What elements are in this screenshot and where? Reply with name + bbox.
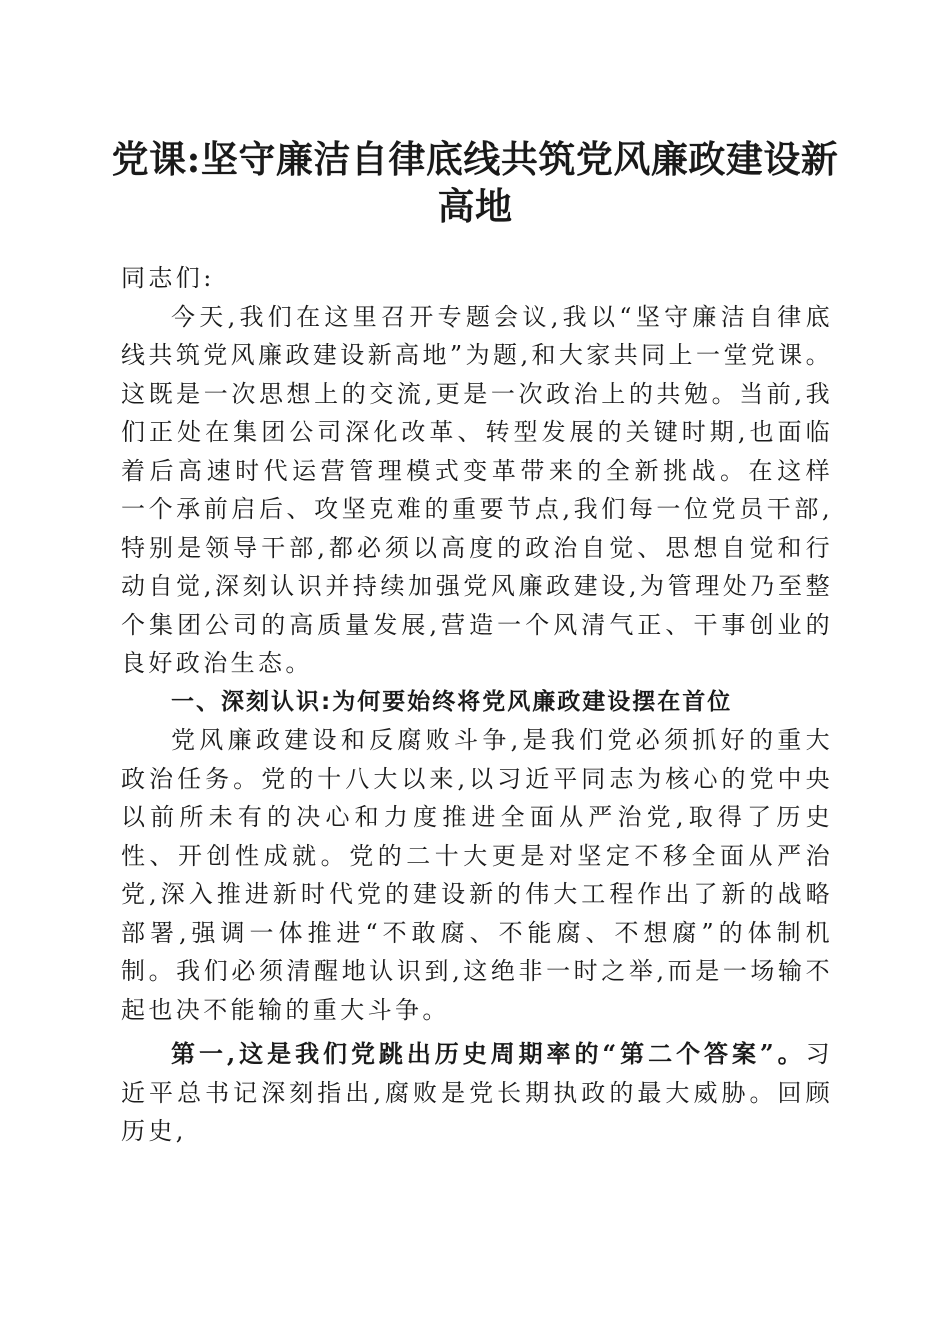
point-1-lead: 第一,这是我们党跳出历史周期率的“第二个答案”。 [171, 1039, 806, 1068]
title-line-1: 党课:坚守廉洁自律底线共筑党风廉政建设新 [111, 137, 839, 181]
document-title [100, 136, 850, 230]
section-heading-1: 一、深刻认识:为何要始终将党风廉政建设摆在首位 [171, 688, 733, 715]
paragraph-point-1 [121, 1035, 833, 1151]
salutation: 同志们: [121, 264, 215, 292]
point-1-text: 习近平总书记深刻指出,腐败是党长期执政的最大威胁。回顾历史, [121, 1040, 833, 1145]
paragraph-intro: 今天,我们在这里召开专题会议,我以“坚守廉洁自律底线共筑党风廉政建设新高地”为题,和大家共同上一堂党课。这既是一次思想上的交流,更是一次政治上的共勉。当前,我们正处在集团公司深化改革、转型发展的关键时期,也面临着后高速时代运营管理模式变革带来的全新挑战。在这样一个承前启后、攻坚克难的重要节点,我们每一位党员干部,特别是领导干部,都必须以高度的政治自觉、思想自觉和行动自觉,深刻认识并持续加强党风廉政建设,为管理处乃至整个集团公司的高质量发展,营造一个风清气正、干事创业的良好政治生态。 [121, 302, 833, 677]
title-line-2: 高地 [437, 184, 513, 228]
document-body [121, 253, 833, 1151]
paragraph-section-1: 党风廉政建设和反腐败斗争,是我们党必须抓好的重大政治任务。党的十八大以来,以习近平同志为核心的党中央以前所未有的决心和力度推进全面从严治党,取得了历史性、开创性成就。党的二十大更是对坚定不移全面从严治党,深入推进新时代党的建设新的伟大工程作出了新的战略部署,强调一体推进“不敢腐、不能腐、不想腐”的体制机制。我们必须清醒地认识到,这绝非一时之举,而是一场输不起也决不能输的重大斗争。 [121, 726, 833, 1024]
